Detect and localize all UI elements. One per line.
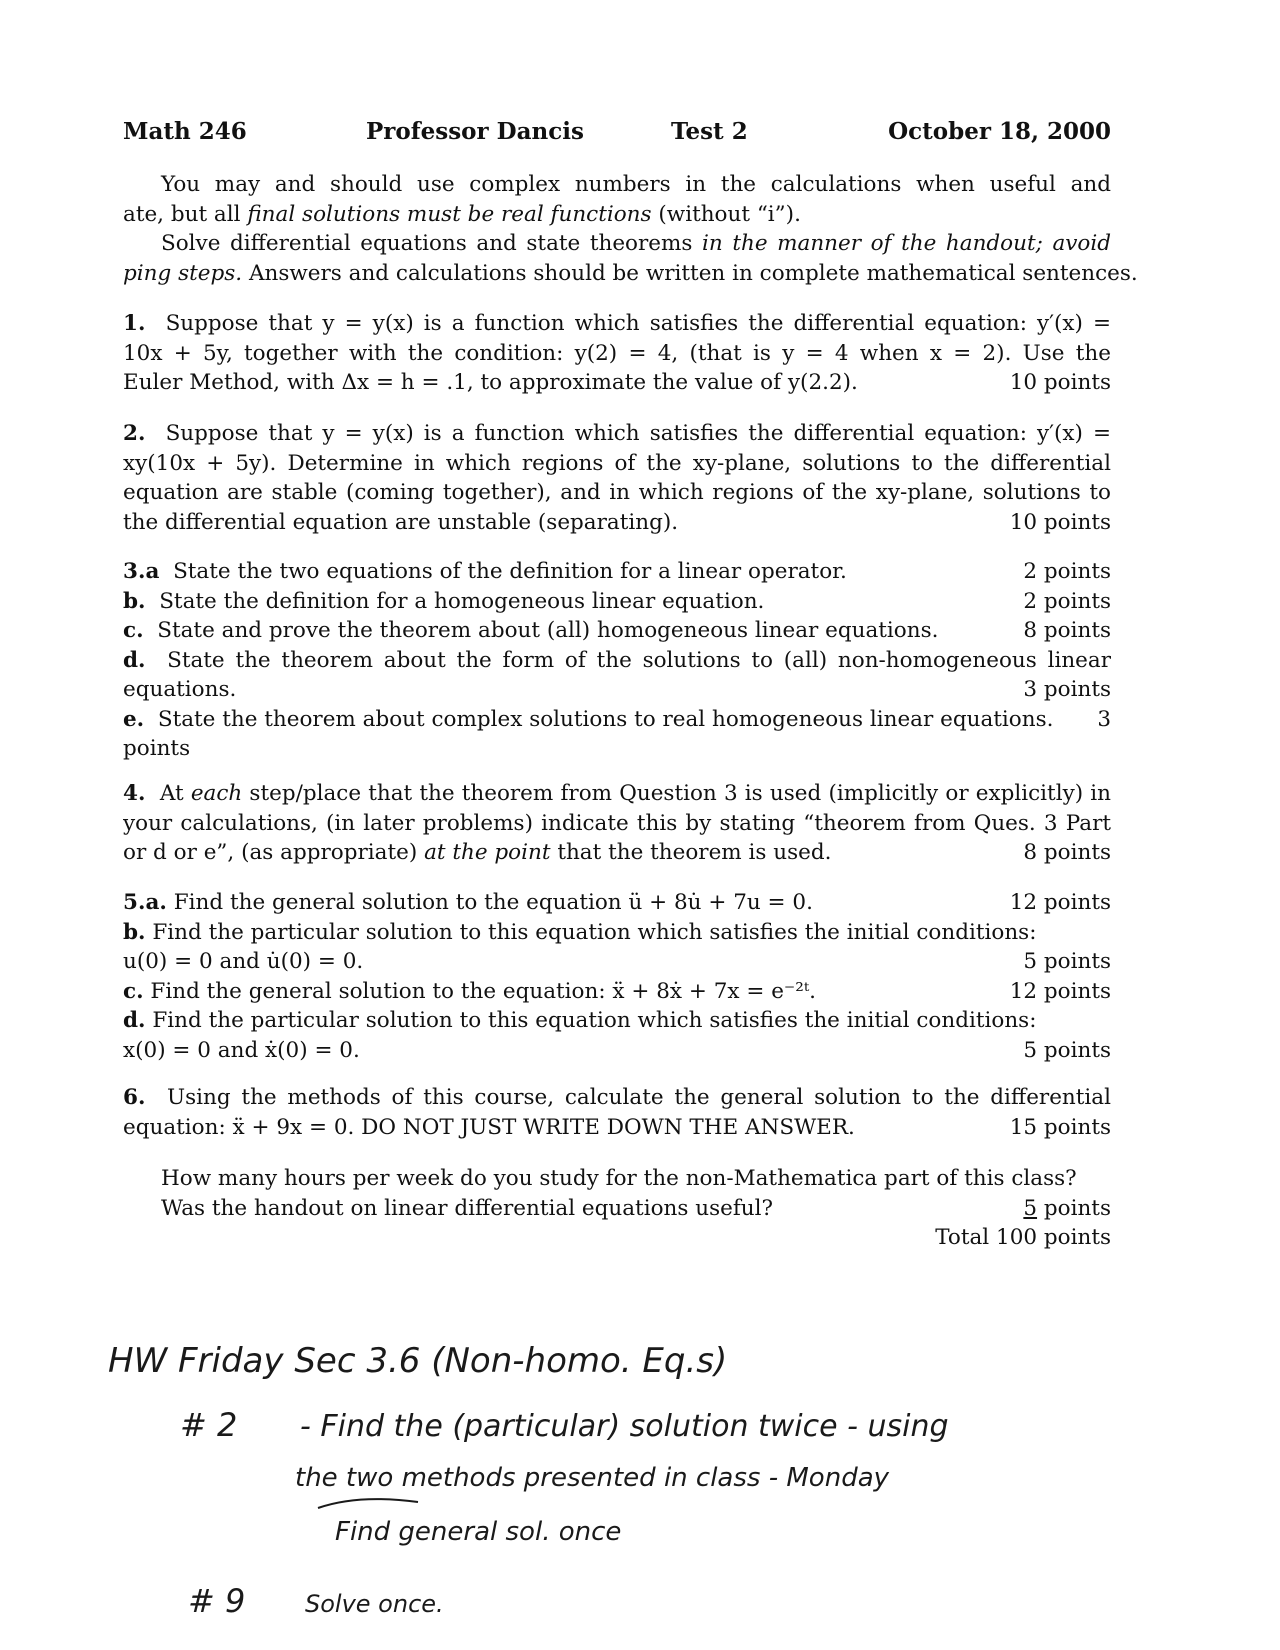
ink-underline bbox=[318, 1499, 418, 1508]
question-6: 6. Using the methods of this course, calculate the general solution to the differential equation: ẍ + 9x = 0. DO NOT JUST WRITE DOWN THE ANSWER. 15 points bbox=[123, 1083, 1111, 1142]
points-label: 10 points bbox=[1009, 370, 1111, 395]
instruction-line: ate, but all final solutions must be real functions (without “i”). bbox=[123, 201, 801, 227]
question-number: 2. bbox=[123, 421, 146, 446]
question-part: b. State the definition for a homogeneous linear equation. 2 points bbox=[123, 588, 1111, 614]
handwritten-line: HW Friday Sec 3.6 (Non-homo. Eq.s) bbox=[108, 1341, 728, 1381]
question-number: 1. bbox=[123, 311, 146, 336]
handwritten-line: Solve once. bbox=[305, 1590, 444, 1618]
exam-date: October 18, 2000 bbox=[888, 118, 1111, 145]
question-part: e. State the theorem about complex solutions to real homogeneous linear equations. 3 bbox=[123, 706, 1111, 732]
handwritten-line: # 2 bbox=[180, 1406, 238, 1444]
instruction-line: Solve differential equations and state theorems in the manner of the handout; avoid bbox=[161, 231, 1111, 256]
handwritten-line: # 9 bbox=[188, 1582, 246, 1620]
professor-name: Professor Dancis bbox=[366, 118, 584, 145]
instruction-line: ping steps. Answers and calculations should be written in complete mathematical sentences. bbox=[123, 260, 1138, 286]
question-part: c. Find the general solution to the equation: ẍ + 8ẋ + 7x = e⁻²ᵗ. 12 points bbox=[123, 978, 1111, 1004]
instruction-line: You may and should use complex numbers in the calculations when useful and bbox=[161, 172, 1111, 197]
handwritten-line: Find general sol. once bbox=[335, 1517, 622, 1547]
total-points: Total 100 points bbox=[935, 1225, 1111, 1250]
handwritten-line: - Find the (particular) solution twice - using bbox=[300, 1409, 949, 1444]
question-part: d. Find the particular solution to this equation which satisfies the initial conditions: bbox=[123, 1008, 1037, 1033]
question-3: 3.a State the two equations of the definition for a linear operator. 2 points b. State the definition for a homogeneous linear equation. 2 points c. State and prove the theorem about (all) homogeneous linear equations. 8 points d. State the theorem about the form of the solutions to (all) non-homogeneous linear equations. 3 points e. State the theorem about complex solutions to real homogeneous linear equations. 3 points bbox=[123, 559, 1111, 761]
question-part: c. State and prove the theorem about (all) homogeneous linear equations. 8 points bbox=[123, 618, 1111, 643]
question-part: 3.a State the two equations of the definition for a linear operator. 2 points bbox=[123, 559, 1111, 584]
course-name: Math 246 bbox=[123, 118, 247, 145]
question-5: 5.a. Find the general solution to the equation ü + 8u̇ + 7u = 0. 12 points b. Find the particular solution to this equation which satisfies the initial conditions: u(0) = 0 and u̇(0) = 0. 5 points c. Find the general solution to the equation: ẍ + 8ẋ + 7x = e⁻²ᵗ. 12 points d. Find the particular solution to this equation which satisfies the initial conditions: x(0) = 0 and ẋ(0) = 0. 5 points bbox=[123, 890, 1111, 1063]
question-4: 4. At each step/place that the theorem from Question 3 is used (implicitly or explicitly) in your calculations, (in later problems) indicate this by stating “theorem from Ques. 3 Part or d or e”, (as appropriate) at the point that the theorem is used. 8 points bbox=[123, 779, 1111, 868]
question-number: 4. bbox=[123, 781, 146, 806]
question-number: 6. bbox=[123, 1085, 146, 1110]
question-1: 1. Suppose that y = y(x) is a function which satisfies the differential equation: y′(x) = 10x + 5y, together with the condition: y(2) = 4, (that is y = 4 when x = 2). Use the Euler Method, with Δx = h = .1, to approximate the value of y(2.2). 10 points bbox=[123, 309, 1111, 398]
question-part: b. Find the particular solution to this equation which satisfies the initial conditions: bbox=[123, 919, 1037, 945]
points-label: 10 points bbox=[1009, 509, 1111, 535]
points-label: 15 points bbox=[1009, 1114, 1111, 1140]
exam-header bbox=[123, 118, 1111, 148]
instructions bbox=[123, 170, 1138, 288]
question-part: d. State the theorem about the form of the solutions to (all) non-homogeneous linear bbox=[123, 647, 1111, 673]
survey: How many hours per week do you study for the non-Mathematica part of this class? Was the handout on linear differential equations useful? 5 points Total 100 points bbox=[123, 1164, 1111, 1253]
question-2: 2. Suppose that y = y(x) is a function which satisfies the differential equation: y′(x) = xy(10x + 5y). Determine in which regions of the xy-plane, solutions to the differential equation are stable (coming together), and in which regions of the xy-plane, solutions to the differential equation are unstable (separating). 10 points bbox=[123, 419, 1111, 537]
question-part: 5.a. Find the general solution to the equation ü + 8u̇ + 7u = 0. 12 points bbox=[123, 890, 1111, 915]
test-title: Test 2 bbox=[671, 118, 748, 145]
handwritten-line: the two methods presented in class - Monday bbox=[295, 1463, 890, 1493]
points-label: 8 points bbox=[1023, 840, 1111, 865]
